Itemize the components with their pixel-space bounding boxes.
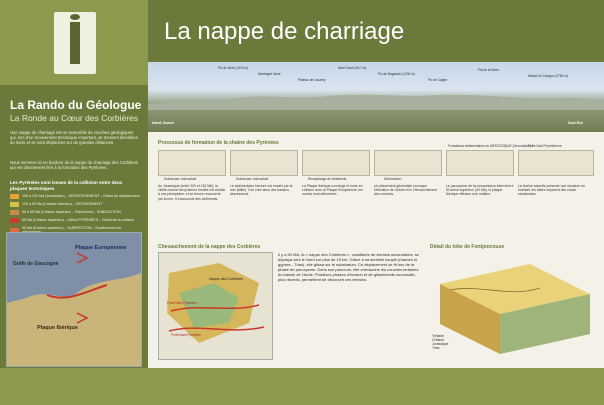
legend-text: 50 Ma (Eocène supérieur) – SURRECTION – Soulèvement en xyxy=(22,226,122,230)
diagram-label: Subduction horizontale xyxy=(164,177,197,181)
panorama-label: Pic de Nore (1210 m) xyxy=(218,66,249,70)
sidebar-logo-area xyxy=(0,0,148,85)
diagram-label: Formations sédimentaires du MESOZOÏQUE (Secondaire) xyxy=(448,144,531,148)
process-diagram xyxy=(230,150,298,176)
process-diagram xyxy=(158,150,226,176)
process-diagram xyxy=(446,150,514,176)
map-label: Nappe des Corbières xyxy=(209,277,243,281)
section-title: Détail du lobe de Fontjoncouse xyxy=(430,244,505,250)
section-title: Processus de formation de la chaîne des Pyrénées xyxy=(158,140,279,146)
mountain-ridge xyxy=(148,90,604,110)
panorama-label: Massif du Canigou (2784 m) xyxy=(528,74,569,78)
panorama-photo xyxy=(148,62,604,132)
panorama-label: Pla de la Serre xyxy=(478,68,500,72)
panorama-corner-label: Nord Ouest xyxy=(152,120,174,125)
process-diagram xyxy=(374,150,442,176)
legend-text: Crétacé xyxy=(432,338,444,342)
corbieres-map xyxy=(158,252,273,360)
panorama-label: Pic de Cagire xyxy=(428,78,448,82)
sidebar xyxy=(0,0,148,405)
diagram-label: Subduction horizontale xyxy=(236,177,269,181)
process-text: Un plissement généralisé provoque l'élévation de roches et le chevauchement des couches. xyxy=(374,184,438,197)
legend-item xyxy=(10,218,140,223)
legend-text: 120 à 90 Ma (Crétacé inférieur) – DECHIREMENT xyxy=(22,202,103,207)
diagram-label: Déformation xyxy=(384,177,402,181)
process-text: Le sédimentaire fracturé est envahi par la mer (faille). Il se crée alors des bassins, dépressions. xyxy=(230,184,293,197)
fontjoncouse-legend xyxy=(432,334,492,350)
page-title: La nappe de charriage xyxy=(164,18,405,45)
map-label: Front Nord Pyrénéen xyxy=(167,301,197,305)
map-label: Plaque Ibérique xyxy=(37,325,78,331)
process-text: Le paroxysme de la compression intervient à l'Eocène supérieur (40 Ma), la plaque Ibérique effectue une rotation. xyxy=(446,184,514,197)
plate-legend xyxy=(10,180,140,237)
bottom-strip xyxy=(0,368,604,405)
plates-map xyxy=(6,232,142,367)
legend-swatch xyxy=(10,218,19,223)
process-diagram xyxy=(518,150,594,176)
process-diagram xyxy=(302,150,370,176)
map-label: Front Nord-Pyrénéen xyxy=(171,333,201,337)
sidebar-paragraph: Une nappe de charriage est un ensemble de couches géologiques qui, lors d'un mouvement tectonique important, se trouvent décollées du socle et se sont déplacées sur de grandes distances. xyxy=(10,130,138,146)
legend-text: 150 à 120 Ma (Jurassique) – DECROCHEMENT – Début du déplacement xyxy=(22,194,140,199)
legend-item xyxy=(10,202,140,207)
legend-swatch xyxy=(10,210,19,215)
legend-swatch xyxy=(10,194,19,199)
legend-text: Jurassique xyxy=(432,342,449,346)
legend-swatch xyxy=(10,202,19,207)
map-label: Plaque Européenne xyxy=(75,245,127,251)
legend-item xyxy=(10,210,140,215)
panorama-label: Montagne Noire xyxy=(258,72,281,76)
sidebar-subtitle: La Ronde au Cœur des Corbières xyxy=(10,113,139,123)
legend-text: Trias xyxy=(432,346,440,350)
section-title: Chevauchement de la nappe des Corbières xyxy=(158,244,261,250)
panorama-label: Pic de Bugarach (1230 m) xyxy=(378,72,416,76)
fontjoncouse-block-diagram xyxy=(430,254,596,360)
process-text: La Plaque Ibérique converge et entre en collision avec la Plaque Européenne, les roches sont déformées. xyxy=(302,184,363,197)
diagram-label: Faille Nord Pyrénéenne xyxy=(528,144,562,148)
panorama-corner-label: Sud Est xyxy=(568,120,583,125)
header xyxy=(148,0,604,62)
map-label: Golfe de Gascogne xyxy=(13,261,59,267)
chevauchement-text: Il y a 40 MA, la « nappe des Corbières », constituée de terrains secondaires, se déplaça vers le Nord sur plus de 15 km. Grâce à sa semelle souple (marnes et gypses - Trias), elle glissa sur le substratum. Ce déplacement se fit lors de la phase de paroxysme. Dans son parcours, elle chevauche les couches tertiaires du bassin de l'Aude. Plusieurs phases d'érosion et de glissements successifs, plus récents, permettent de découvrir ces terrains. xyxy=(278,252,419,282)
legend-text: 90 à 65 Ma (Crétacé supérieur – Paléocène) – SUBDUCTION xyxy=(22,210,121,215)
content-area xyxy=(148,132,604,368)
process-text: Au Jurassique (entre 200 et 130 MA), la vieille chaîne hercynienne érodée est réduite à une pénéplaine; et se trouve recouverte par la mer. Il s'accumule des sédiments. xyxy=(158,184,226,201)
legend-item xyxy=(10,194,140,199)
geologist-logo-icon xyxy=(54,12,96,74)
diagram-label: Remplissage de sédiments xyxy=(308,177,347,181)
legend-title: Les Pyrénées sont issues de la collision entre deux plaques tectoniques xyxy=(10,180,123,191)
panorama-label: Plateau de Lacamp xyxy=(298,78,326,82)
panorama-label: Mont Tauch (917 m) xyxy=(338,66,367,70)
sidebar-title: La Rando du Géologue xyxy=(10,98,142,112)
sidebar-paragraph: Nous sommes ici en bordure de la nappe de charriage des Corbières qui est directement liée à la formation des Pyrénées. xyxy=(10,160,139,171)
legend-text: 65 Ma (Crétacé supérieur) – Début PYRÉNÉES – Début de la collision xyxy=(22,218,135,223)
process-text: La chaîne actuelle présente une structure en éventail, les failles séparent des zones structurales. xyxy=(518,184,586,197)
legend-text: Tertiaire xyxy=(432,334,445,338)
